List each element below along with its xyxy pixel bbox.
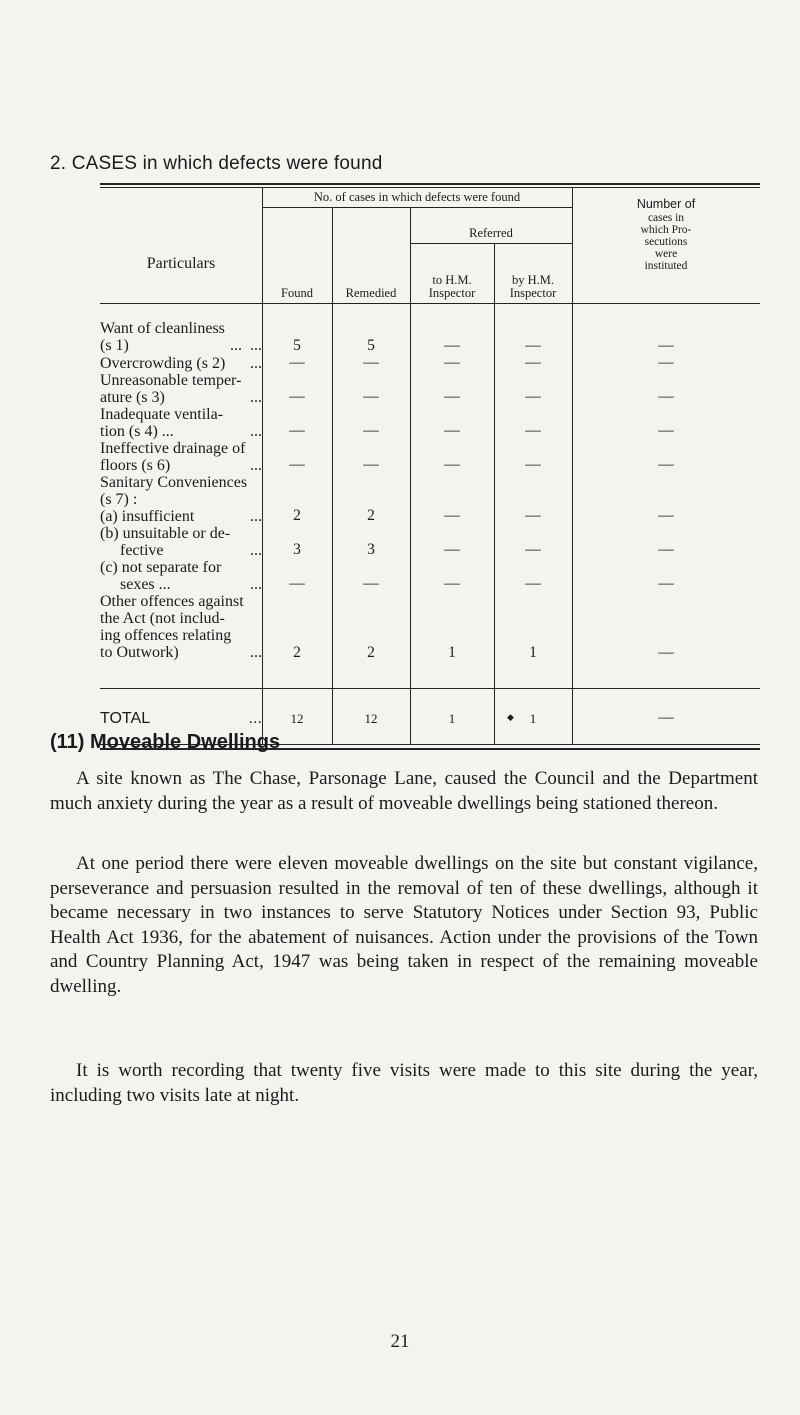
total-remedied: 12 <box>364 711 378 726</box>
row-label-line: Inadequate ventila- <box>100 406 224 423</box>
cell-found: 2 <box>293 507 301 524</box>
cell-found: — <box>289 456 305 473</box>
cell-by-hm: — <box>525 507 541 524</box>
row-label <box>100 508 262 525</box>
row-label-line: (a) insufficient ... <box>100 508 262 525</box>
paragraph <box>50 852 758 999</box>
cell-prosecutions: — <box>658 422 674 439</box>
total-label <box>100 710 262 727</box>
cell-by-hm: — <box>525 456 541 473</box>
row-label-text: ature (s 3) <box>100 389 165 406</box>
cell-to-hm: — <box>444 507 460 524</box>
cell-found: 5 <box>293 337 301 354</box>
header-prosecutions-line3: which Pro- <box>640 224 692 236</box>
row-label-line: (c) not separate for <box>100 559 222 576</box>
header-prosecutions-line4: secutions <box>644 236 688 248</box>
total-dots: ... <box>248 710 262 727</box>
header-to-hm <box>410 274 494 300</box>
row-label-text: (s 1) <box>100 337 129 354</box>
cell-by-hm: — <box>525 354 541 371</box>
header-referred: Referred <box>469 226 513 240</box>
header-bottom-rule <box>100 303 760 304</box>
row-label-line: the Act (not includ- <box>100 610 225 627</box>
header-remedied: Remedied <box>345 286 397 300</box>
cell-found: — <box>289 388 305 405</box>
header-by-hm-line2: Inspector <box>509 286 557 300</box>
paragraph-text: At one period there were eleven moveable dwellings on the site but constant vigilance, perseverance and persuasion resulted in the removal of ten of these dwellings, although it became necessary in two instances to serve Statutory Notices under Section 93, Public Health Act 1936, for the abatement of nuisances. Action under the provisions of the Town and Country Planning Act, 1947 was being taken in respect of the remaining moveable dwelling. <box>50 853 758 997</box>
cell-prosecutions: — <box>658 507 674 524</box>
row-label <box>100 593 262 661</box>
cell-by-hm: — <box>525 388 541 405</box>
cell-remedied: — <box>363 456 379 473</box>
header-prosecutions-line2: cases in <box>647 212 685 224</box>
header-to-hm-line2: Inspector <box>428 286 476 300</box>
cell-prosecutions: — <box>658 644 674 661</box>
cell-by-hm: — <box>525 575 541 592</box>
paragraph-text: It is worth recording that twenty five visits were made to this site during the year, including two visits late at night. <box>50 1060 758 1106</box>
header-prosecutions-line1: Number of <box>636 197 696 211</box>
row-label-text: Overcrowding (s 2) <box>100 355 226 372</box>
row-label-line: Sanitary Conveniences <box>100 474 248 491</box>
print-speck-mark: ◆ <box>507 712 514 722</box>
cell-to-hm: — <box>444 575 460 592</box>
total-prosecutions: — <box>658 709 674 726</box>
row-label <box>100 474 262 508</box>
cell-remedied: — <box>363 354 379 371</box>
total-to-hm: 1 <box>448 711 456 726</box>
header-group: No. of cases in which defects were found <box>313 190 521 204</box>
row-label-line: (s 7) : <box>100 491 138 508</box>
header-prosecutions-line6: instituted <box>644 260 688 272</box>
group-header-rule <box>262 207 572 208</box>
cell-to-hm: 1 <box>448 644 456 661</box>
cell-remedied: 2 <box>367 507 375 524</box>
row-label-text: (a) insufficient <box>100 508 195 525</box>
cell-remedied: 3 <box>367 541 375 558</box>
header-particulars: Particulars <box>146 255 216 272</box>
referred-rule <box>410 243 572 244</box>
total-top-rule <box>100 688 760 689</box>
row-label-line: ature (s 3) ... <box>100 389 262 406</box>
header-by-hm <box>494 274 572 300</box>
header-prosecutions-line5: were <box>654 248 678 260</box>
cell-remedied: 2 <box>367 644 375 661</box>
cell-by-hm: — <box>525 422 541 439</box>
row-label-text: tion (s 4) ... <box>100 423 174 440</box>
paragraph <box>50 767 758 816</box>
row-label-line: floors (s 6) ... <box>100 457 262 474</box>
cell-found: — <box>289 422 305 439</box>
row-label-line: Other offences against <box>100 593 244 610</box>
cell-found: 2 <box>293 644 301 661</box>
defects-table <box>100 183 760 751</box>
row-label-text: floors (s 6) <box>100 457 171 474</box>
cell-found: — <box>289 354 305 371</box>
cell-prosecutions: — <box>658 541 674 558</box>
header-to-hm-line1: to H.M. <box>432 273 472 287</box>
cell-to-hm: — <box>444 354 460 371</box>
cell-prosecutions: — <box>658 456 674 473</box>
page-number: 21 <box>390 1331 410 1352</box>
row-label-line: to Outwork) ... <box>100 644 262 661</box>
cell-to-hm: — <box>444 422 460 439</box>
moveable-dwellings-heading: (11) Moveable Dwellings <box>50 731 281 753</box>
total-label-text: TOTAL <box>100 710 151 727</box>
total-found: 12 <box>290 711 304 726</box>
cell-prosecutions: — <box>658 354 674 371</box>
row-label-line: tion (s 4) ... ... <box>100 423 262 440</box>
row-label <box>100 355 262 372</box>
row-label <box>100 525 262 559</box>
row-label <box>100 406 262 440</box>
cell-to-hm: — <box>444 456 460 473</box>
row-label <box>100 440 262 474</box>
cell-remedied: — <box>363 388 379 405</box>
cell-prosecutions: — <box>658 388 674 405</box>
col-divider <box>494 243 495 745</box>
cell-remedied: — <box>363 575 379 592</box>
cell-to-hm: — <box>444 388 460 405</box>
row-label <box>100 559 262 593</box>
cell-remedied: 5 <box>367 337 375 354</box>
header-by-hm-line1: by H.M. <box>511 273 555 287</box>
paragraph <box>50 1059 758 1108</box>
row-label <box>100 320 262 354</box>
row-label-line: Overcrowding (s 2) ... <box>100 355 262 372</box>
cell-remedied: — <box>363 422 379 439</box>
cell-by-hm: 1 <box>529 644 537 661</box>
cell-found: 3 <box>293 541 301 558</box>
header-found: Found <box>281 286 313 300</box>
cell-found: — <box>289 575 305 592</box>
paragraph-text: A site known as The Chase, Parsonage Lane, caused the Council and the Department much anxiety during the year as a result of moveable dwellings being stationed thereon. <box>50 768 758 814</box>
row-label-text: to Outwork) <box>100 644 179 661</box>
row-label <box>100 372 262 406</box>
cell-to-hm: — <box>444 337 460 354</box>
row-label-text: fective <box>120 542 164 559</box>
row-label-line: (s 1) ... ... <box>100 337 262 354</box>
cell-to-hm: — <box>444 541 460 558</box>
row-label-line: Want of cleanliness <box>100 320 225 337</box>
table-top-rule-inner <box>100 187 760 188</box>
row-label-line: Unreasonable temper- <box>100 372 242 389</box>
section-heading: 2. CASES in which defects were found <box>50 153 383 174</box>
cell-by-hm: — <box>525 337 541 354</box>
row-label-line: Ineffective drainage of <box>100 440 246 457</box>
total-by-hm: 1 <box>529 711 537 726</box>
cell-prosecutions: — <box>658 337 674 354</box>
header-prosecutions <box>572 197 760 272</box>
row-label-line: ing offences relating <box>100 627 232 644</box>
table-top-rule <box>100 183 760 185</box>
row-label-line: fective ... <box>100 542 262 559</box>
cell-by-hm: — <box>525 541 541 558</box>
row-label-line: (b) unsuitable or de- <box>100 525 231 542</box>
row-label-line: sexes ... ... <box>100 576 262 593</box>
row-label-text: sexes ... <box>120 576 171 593</box>
cell-prosecutions: — <box>658 575 674 592</box>
